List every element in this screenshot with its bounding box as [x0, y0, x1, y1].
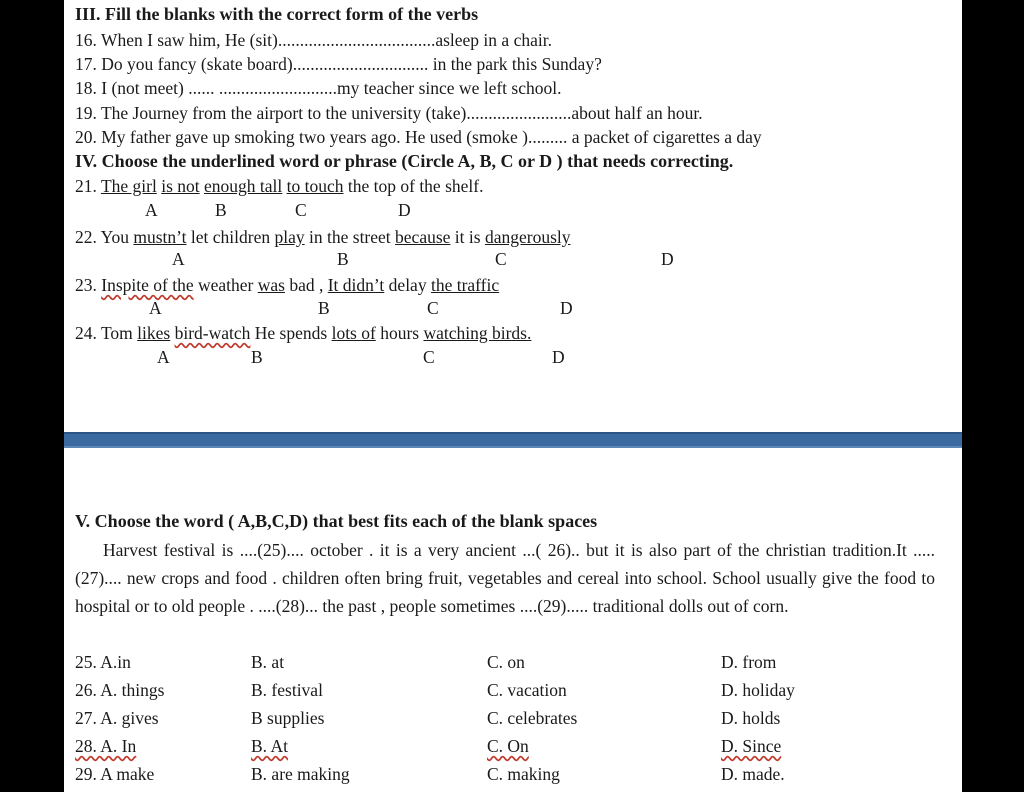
- option-letter-b: B: [318, 298, 330, 318]
- sentence-text: it is: [450, 227, 485, 247]
- sentence-text: hours: [375, 323, 424, 343]
- question-number: 18.: [75, 78, 97, 98]
- sentence-text: in the street: [304, 227, 396, 247]
- passage-text: Harvest festival is ....(25).... october . it is a very ancient ...( 26).. but it is also part of the christian tradition.It .....(27).... new crops and food . children often bring fruit, vegetables and cereal into school. School usually give the food to hospital or to old people . ....(28)... the past , people sometimes ....(29)..... traditional dolls out of corn.: [75, 540, 935, 616]
- underlined-part-a: The girl: [100, 176, 157, 196]
- option-d: D. Since: [721, 736, 782, 756]
- question-23: [75, 275, 499, 296]
- question-text: The Journey from the airport to the university (take)........................about half an hour.: [100, 103, 703, 123]
- option-a: 28. A. In: [75, 736, 137, 756]
- question-text: I (not meet) ...... ...........................my teacher since we left school.: [101, 78, 562, 98]
- question-number: 24.: [75, 323, 97, 343]
- underlined-part-c: enough tall: [204, 176, 283, 196]
- question-number: 16.: [75, 30, 97, 50]
- option-d: D. from: [721, 652, 777, 672]
- option-b: B. At: [251, 736, 288, 756]
- option-a: 29. A make: [75, 764, 155, 784]
- section-5-heading: V. Choose the word ( A,B,C,D) that best fits each of the blank spaces: [75, 511, 598, 531]
- section-3-heading: III. Fill the blanks with the correct form of the verbs: [75, 4, 479, 24]
- option-letter-d: D: [552, 347, 565, 367]
- option-letter-d: D: [398, 200, 411, 220]
- question-text: My father gave up smoking two years ago. He used (smoke )......... a packet of cigarettes a day: [101, 127, 762, 147]
- underlined-part-d: the traffic: [430, 275, 500, 295]
- underlined-part-d: to touch: [286, 176, 344, 196]
- underlined-part-b: bird-watch: [174, 323, 251, 343]
- option-a: 27. A. gives: [75, 708, 159, 728]
- underlined-part-c: It didn’t: [327, 275, 385, 295]
- option-letter-d: D: [560, 298, 573, 318]
- question-20: [75, 127, 762, 148]
- option-b: B supplies: [251, 708, 325, 728]
- options-row-27: [75, 708, 935, 736]
- question-number: 20.: [75, 127, 97, 147]
- option-letter-c: C: [295, 200, 307, 220]
- sentence-text: delay: [384, 275, 431, 295]
- underlined-part-b: play: [274, 227, 305, 247]
- sentence-text: bad ,: [284, 275, 328, 295]
- option-d: D. made.: [721, 764, 785, 784]
- sentence-text: He spends: [250, 323, 332, 343]
- option-c: C. On: [487, 736, 529, 756]
- question-number: 19.: [75, 103, 97, 123]
- sentence-text: weather: [193, 275, 258, 295]
- question-19: [75, 103, 703, 124]
- option-letter-d: D: [661, 249, 674, 269]
- option-letter-a: A: [157, 347, 170, 367]
- question-number: 22.: [75, 227, 97, 247]
- underlined-part-d: watching birds.: [423, 323, 532, 343]
- underlined-part-d: dangerously: [484, 227, 571, 247]
- option-d: D. holiday: [721, 680, 795, 700]
- option-c: C. vacation: [487, 680, 567, 700]
- question-22: [75, 227, 571, 248]
- option-letter-c: C: [427, 298, 439, 318]
- underlined-part-b: is not: [161, 176, 200, 196]
- option-c: C. celebrates: [487, 708, 578, 728]
- question-number: 21.: [75, 176, 97, 196]
- question-17: [75, 54, 602, 75]
- question-number: 17.: [75, 54, 97, 74]
- underlined-part-a: mustn’t: [133, 227, 187, 247]
- option-a: 26. A. things: [75, 680, 165, 700]
- option-d: D. holds: [721, 708, 781, 728]
- option-b: B. festival: [251, 680, 323, 700]
- underlined-part-c: lots of: [331, 323, 376, 343]
- option-letter-a: A: [145, 200, 158, 220]
- page-divider: [64, 432, 962, 448]
- question-24: [75, 323, 531, 344]
- underlined-part-a: likes: [137, 323, 171, 343]
- underlined-part-a: Inspite of the: [101, 275, 194, 295]
- options-row-26: [75, 680, 935, 708]
- question-text: When I saw him, He (sit)....................................asleep in a chair.: [100, 30, 552, 50]
- option-letter-c: C: [495, 249, 507, 269]
- question-text: Do you fancy (skate board)............................... in the park this Sunday?: [101, 54, 602, 74]
- options-row-28: [75, 736, 935, 764]
- option-letter-a: A: [149, 298, 162, 318]
- option-letter-b: B: [215, 200, 227, 220]
- sentence-text: let children: [186, 227, 275, 247]
- question-number: 23.: [75, 275, 97, 295]
- option-b: B. are making: [251, 764, 350, 784]
- option-letter-a: A: [172, 249, 185, 269]
- option-letter-b: B: [251, 347, 263, 367]
- option-letter-b: B: [337, 249, 349, 269]
- question-16: [75, 30, 552, 51]
- option-a: 25. A.in: [75, 652, 131, 672]
- question-18: [75, 78, 561, 99]
- option-letter-c: C: [423, 347, 435, 367]
- sentence-text: You: [100, 227, 134, 247]
- passage: [75, 536, 935, 620]
- options-row-29: [75, 764, 935, 792]
- sentence-text: Tom: [100, 323, 138, 343]
- question-21: [75, 176, 483, 197]
- section-4-heading: IV. Choose the underlined word or phrase (Circle A, B, C or D ) that needs correcting.: [75, 151, 734, 171]
- document-page: [64, 0, 962, 792]
- sentence-text: the top of the shelf.: [343, 176, 484, 196]
- underlined-part-c: because: [395, 227, 451, 247]
- option-c: C. making: [487, 764, 560, 784]
- underlined-part-b: was: [257, 275, 285, 295]
- options-row-25: [75, 652, 935, 680]
- option-c: C. on: [487, 652, 525, 672]
- option-b: B. at: [251, 652, 285, 672]
